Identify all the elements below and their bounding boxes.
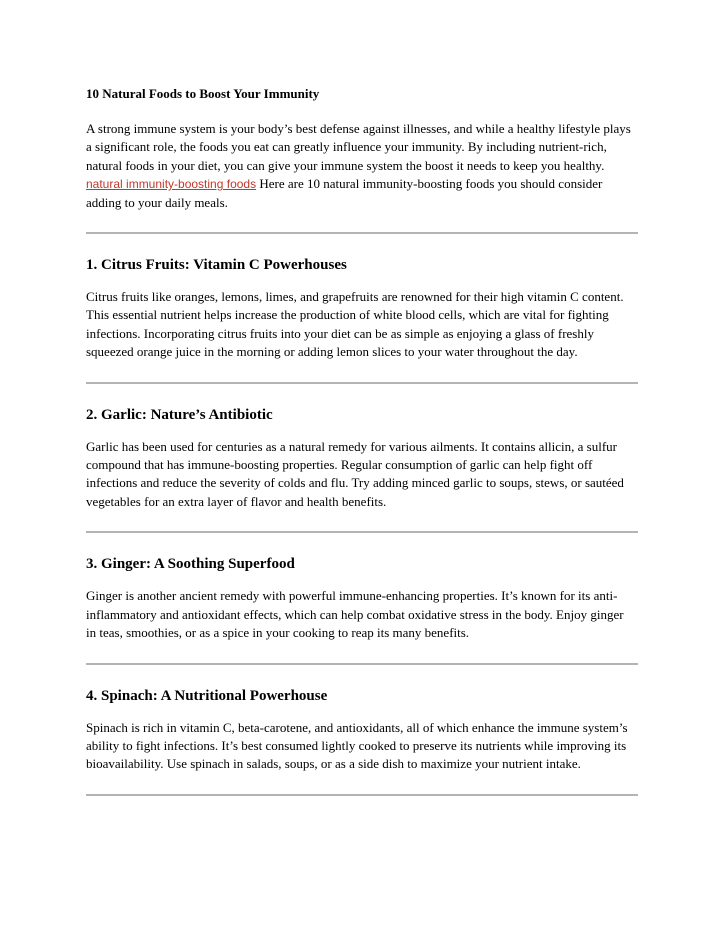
section-garlic [86,384,638,534]
section-heading: 3. Ginger: A Soothing Superfood [86,556,295,573]
document-title: 10 Natural Foods to Boost Your Immunity [86,86,320,101]
section-ginger [86,533,638,664]
section-heading: 4. Spinach: A Nutritional Powerhouse [86,687,328,704]
intro-text-after: Here are 10 natural immunity-boosting foods you should consider adding to your daily meals. [86,176,603,210]
section-heading: 2. Garlic: Nature’s Antibiotic [86,406,273,423]
intro-paragraph [86,120,638,212]
immunity-foods-link[interactable]: natural immunity-boosting foods [86,177,257,192]
section-body: Garlic has been used for centuries as a natural remedy for various ailments. It contains allicin, a sulfur compound that has immune-boosting properties. Regular consumption of garlic can help fight off infections and reduce the severity of colds and flu. Try adding minced garlic to soups, stews, or sautéed vegetables for an extra layer of flavor and health benefits. [86,438,624,509]
section-body: Ginger is another ancient remedy with powerful immune-enhancing properties. It’s known for its anti-inflammatory and antioxidant effects, which can help combat oxidative stress in the body. Enjoy ginger in teas, smoothies, or as a spice in your cooking to reap its many benefits. [86,588,624,641]
intro-text-before: A strong immune system is your body’s best defense against illnesses, and while a healthy lifestyle plays a significant role, the foods you eat can greatly influence your immunity. By including nutrient-rich, natural foods in your diet, you can give your immune system the boost it needs to keep you healthy. [86,121,631,173]
section-heading: 1. Citrus Fruits: Vitamin C Powerhouses [86,257,347,274]
divider [86,794,638,796]
document-page [86,85,638,796]
section-spinach [86,665,638,796]
section-citrus-fruits [86,234,638,384]
section-body: Spinach is rich in vitamin C, beta-carotene, and antioxidants, all of which enhance the immune system’s ability to fight infections. It’s best consumed lightly cooked to preserve its nutrients while improving its bioavailability. Use spinach in salads, soups, or as a side dish to maximize your nutrient intake. [86,719,628,772]
section-body: Citrus fruits like oranges, lemons, limes, and grapefruits are renowned for their high vitamin C content. This essential nutrient helps increase the production of white blood cells, which are vital for fighting infections. Incorporating citrus fruits into your diet can be as simple as enjoying a glass of freshly squeezed orange juice in the morning or adding lemon slices to your water throughout the day. [86,289,624,360]
